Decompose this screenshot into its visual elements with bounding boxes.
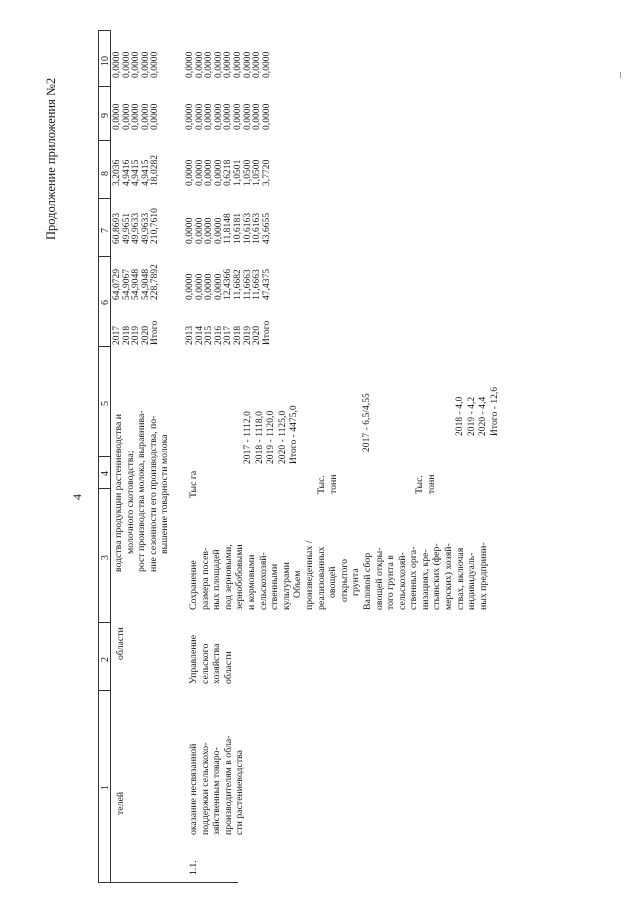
row-a-col6: 64,0729 54,9067 54,9048 54,9048 228,7892 [112,264,161,300]
row-b-col8: 0,0000 0,0000 0,0000 0,0000 0,6218 1,0501 1,0500 1,0500 3,7720 [185,159,272,186]
row-b-col4-unit3: Тыс. тонн [414,474,437,494]
row-b-col4-unit2: Тыс. тонн [316,474,339,494]
row-b-col1: оказание несвязанной поддержки сельскохо- зяйственным товаро- производителям в обла- сти растениеводства [188,735,246,835]
scan-mark [620,72,621,78]
page-number: 4 [70,494,84,500]
row-a-col7: 60,8693 49,9651 49,9633 49,9633 210,7610 [112,208,161,244]
row-b-col5-part3: 2018 - 4,0 2019 - 4,2 2020 - 4,4 Итого - 12,6 [455,386,500,436]
row-b-col3-area: Сохранение размера посев- ных площадей под зерновыми, зернобобовыми и кормовыми сельскохозяй- ственными культурами Объем произведенных / реализованных овощей открытого грунта Валовой сбор овощей откры- того грунта в сельскохозяй- ственных орга- низациях, кре- стьянских (фер- мерских) хозяй- ствах, включая индивидуаль- ных предприни- [188,540,489,610]
row-a-col9: 0,0000 0,0000 0,0000 0,0000 0,0000 [112,103,161,130]
col-header-5: 5 [100,401,111,406]
row-a-col10: 0,0000 0,0000 0,0000 0,0000 0,0000 [112,51,161,78]
row-b-col5-part1: 2017 - 1112,0 2018 - 1118,0 2019 - 1120,0 2020 - 1125,0 Итого - 4475,0 [243,405,300,464]
col-header-4: 4 [100,471,111,476]
row-b-col7: 0,0000 0,0000 0,0000 0,0000 11,8148 10,6181 10,6163 10,6163 43,6655 [185,212,272,244]
row-a-col1: телей [115,791,126,815]
row-b-col10: 0,0000 0,0000 0,0000 0,0000 0,0000 0,0000 0,0000 0,0000 0,0000 [185,51,272,78]
row-a-col8: 3,2036 4,9416 4,9415 4,9415 18,0282 [112,154,161,186]
col-header-6: 6 [100,300,111,305]
col-header-2: 2 [100,657,111,662]
row-b-number: 1.1. [188,860,199,875]
col-header-8: 8 [100,171,111,176]
col-header-10: 10 [100,56,111,66]
row-b-col5-part2: 2017 - 6,5/4,55 [362,393,372,452]
col-header-9: 9 [100,113,111,118]
appendix-header: Продолжение приложения №2 [44,77,58,240]
row-a-col3: водства продукции растениеводства и молочного скотоводства; рост производства молока, выравнива- ние сезонности его производства, по- вышение товарности молока [113,410,171,572]
row-b-col2: Управление сельского хозяйства области [188,634,234,684]
row-b-years: 2013 2014 2015 2016 2017 2018 2019 2020 Итого [185,320,272,345]
col-header-7: 7 [100,228,111,233]
row-a-years: 2017 2018 2019 2020 Итого [112,320,161,345]
row-a-col2: области [115,627,126,660]
row-b-col4-unit1: Тыс га [188,470,199,498]
row-b-col6: 0,0000 0,0000 0,0000 0,0000 12,4366 11,6682 11,6663 11,6663 47,4375 [185,268,272,300]
col-header-3: 3 [100,555,111,560]
row-b-col9: 0,0000 0,0000 0,0000 0,0000 0,0000 0,0000 0,0000 0,0000 0,0000 [185,103,272,130]
col-header-1: 1 [100,785,111,790]
